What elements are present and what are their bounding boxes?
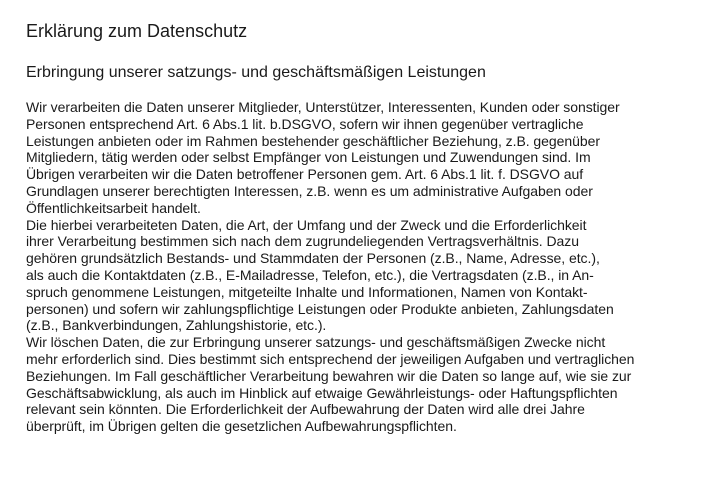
body-line: Die hierbei verarbeiteten Daten, die Art, der Umfang und der Zweck und die Erforderlichkeit bbox=[26, 216, 587, 233]
body-line: ihrer Verarbeitung bestimmen sich nach dem zugrundeliegenden Vertragsverhältnis. Dazu bbox=[26, 233, 579, 250]
body-line: Geschäftsabwicklung, als auch im Hinblick auf etwaige Gewährleistungs- oder Haftungspflichten bbox=[26, 384, 618, 401]
body-line: Öffentlichkeitsarbeit handelt. bbox=[26, 199, 201, 216]
body-line: (z.B., Bankverbindungen, Zahlungshistorie, etc.). bbox=[26, 317, 327, 334]
body-line: Grundlagen unserer berechtigten Interessen, z.B. wenn es um administrative Aufgaben oder bbox=[26, 182, 593, 199]
body-line: relevant sein könnten. Die Erforderlichkeit der Aufbewahrung der Daten wird alle drei Jahre bbox=[26, 401, 585, 418]
body-paragraph bbox=[26, 99, 696, 435]
body-line: Wir verarbeiten die Daten unserer Mitglieder, Unterstützer, Interessenten, Kunden oder sonstiger bbox=[26, 99, 620, 115]
body-line: personen) und sofern wir zahlungspflichtige Leistungen oder Produkte anbieten, Zahlungsdaten bbox=[26, 300, 614, 317]
body-line: überprüft, im Übrigen gelten die gesetzlichen Aufbewahrungspflichten. bbox=[26, 418, 457, 435]
page-title: Erklärung zum Datenschutz bbox=[26, 21, 248, 41]
body-line: gehören grundsätzlich Bestands- und Stammdaten der Personen (z.B., Name, Adresse, etc.), bbox=[26, 250, 600, 267]
section-heading: Erbringung unserer satzungs- und geschäftsmäßigen Leistungen bbox=[26, 64, 486, 81]
body-line: Übrigen verarbeiten wir die Daten betroffener Personen gem. Art. 6 Abs.1 lit. f. DSGVO auf bbox=[26, 166, 584, 183]
body-line: Mitgliedern, tätig werden oder selbst Empfänger von Leistungen und Zuwendungen sind. Im bbox=[26, 149, 591, 166]
body-line: als auch die Kontaktdaten (z.B., E-Mailadresse, Telefon, etc.), die Vertragsdaten (z.B., in An- bbox=[26, 266, 594, 283]
body-line: spruch genommene Leistungen, mitgeteilte Inhalte und Informationen, Namen von Kontakt- bbox=[26, 283, 588, 300]
body-line: Leistungen anbieten oder im Rahmen bestehender geschäftlicher Beziehung, z.B. gegenüber bbox=[26, 132, 600, 149]
body-line: Wir löschen Daten, die zur Erbringung unserer satzungs- und geschäftsmäßigen Zwecke nicht bbox=[26, 334, 606, 351]
body-line: Personen entsprechend Art. 6 Abs.1 lit. b.DSGVO, sofern wir ihnen gegenüber vertragliche bbox=[26, 115, 584, 132]
body-line: mehr erforderlich sind. Dies bestimmt sich entsprechend der jeweiligen Aufgaben und vertraglichen bbox=[26, 350, 635, 367]
body-line: Beziehungen. Im Fall geschäftlicher Verarbeitung bewahren wir die Daten so lange auf, wie sie zur bbox=[26, 367, 632, 384]
